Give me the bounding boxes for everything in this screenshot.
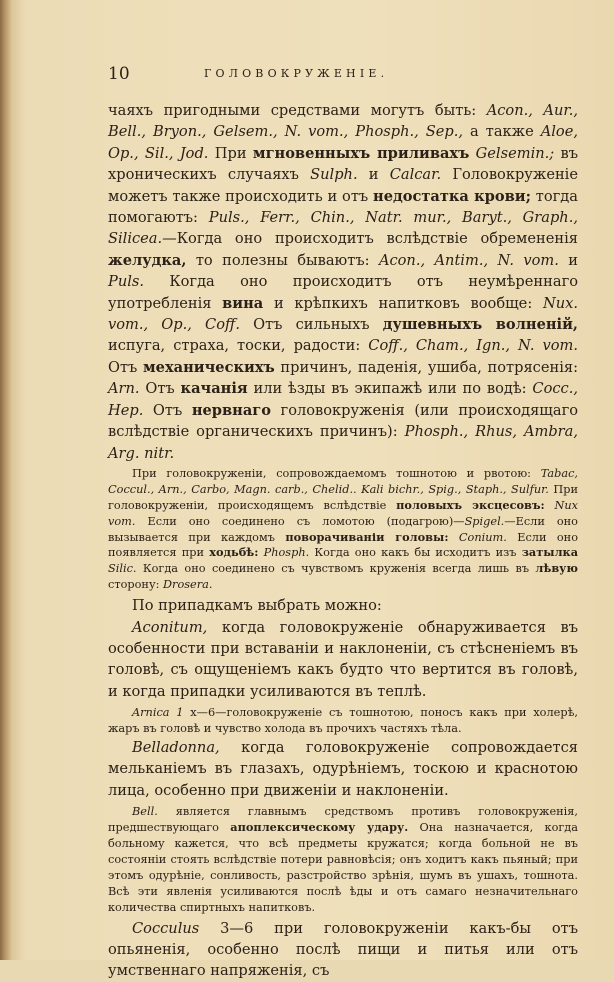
paragraph-8: Cocculus 3—6 при головокруженіи какъ-бы отъ опьяненія, особенно послѣ пищи и питья или отъ умственнаго напряженія, съ: [108, 919, 578, 980]
paragraph-4: Aconitum, когда головокруженіе обнаруживается въ особенности при вставаніи и наклоненіи, съ стѣсненіемъ въ головѣ, съ ощущеніемъ какъ будто что вертится въ головѣ, и когда припадки усиливаются въ теплѣ.: [108, 618, 578, 700]
paragraph-6: Belladonna, когда головокруженіе сопровождается мельканіемъ въ глазахъ, одурѣніемъ, тоскою и краснотою лица, особенно при движеніи и наклоненіи.: [108, 739, 578, 799]
paragraph-2: При головокруженіи, сопровождаемомъ тошнотою и рвотою: Tabac, Coccul., Arn., Carbo, Magn. carb., Chelid.. Kali bichr., Spig., Staph., Sulfur. При головокруженіи, происходящемъ вслѣдствіе половыхъ эксцесовъ: Nux vom. Если оно соединено съ ломотою (подагрою)—Spigel.—Если оно вызывается при каждомъ поворачиваніи головы: Conium. Если оно появляется при ходьбѣ: Phosph. Когда оно какъ бы исходитъ изъ затылка Silic. Когда оно соединено съ чувствомъ круженія всегда лишь въ лѣвую сторону: Drosera.: [108, 466, 579, 592]
page-header: [108, 64, 578, 84]
paragraph-1: чаяхъ пригодными средствами могутъ быть: Acon., Aur., Bell., Bryon., Gelsem., N. vom., Phosph., Sep., а также Aloe, Op., Sil., Jod. При мгновенныхъ приливахъ Gelsemin.; въ хроническихъ случаяхъ Sulph. и Calcar. Головокруженіе можетъ также происходить и отъ недостатка крови; тогда помогаютъ: Puls., Ferr., Chin., Natr. mur., Baryt., Graph., Silicea.—Когда оно происходитъ вслѣдствіе обремененія желудка, то полезны бываютъ: Acon., Antim., N. vom. и Puls. Когда оно происходитъ отъ неумѣреннаго употребленія вина и крѣпкихъ напитковъ вообще: Nux. vom., Op., Coff. Отъ сильныхъ душевныхъ волненій, испуга, страха, тоски, радости: Coff., Cham., Ign., N. vom. Отъ механическихъ причинъ, паденія, ушиба, потрясенія: Arn. Отъ качанія или ѣзды въ экипажѣ или по водѣ: Cocc., Hep. Отъ нервнаго головокруженія (или происходящаго вслѣдствіе органическихъ причинъ): Phosph., Rhus, Ambra, Arg. nitr.: [108, 102, 579, 462]
running-title: ГОЛОВОКРУЖЕНІЕ.: [204, 67, 389, 80]
paragraph-7: Bell. является главнымъ средствомъ противъ головокруженія, предшествующаго апоплексическому удару. Она назначается, когда больному кажется, что всѣ предметы кружатся; когда больной не въ состояніи стоять вслѣдствіе потери равновѣсія; онъ ходитъ какъ пьяный; при этомъ одурѣніе, сонливость, разстройство зрѣнія, шумъ въ ушахъ, тошнота. Всѣ эти явленія усиливаются послѣ ѣды и отъ самаго незначительнаго количества спиртныхъ напитковъ.: [108, 805, 578, 914]
page-body: [108, 100, 578, 982]
paragraph-5: Arnica 1 x—6—головокруженіе съ тошнотою, поносъ какъ при холерѣ, жаръ въ головѣ и чувство холода въ прочихъ частяхъ тѣла.: [108, 706, 578, 736]
paragraph-3: По припадкамъ выбрать можно:: [132, 597, 382, 615]
page-number: 10: [108, 64, 130, 84]
